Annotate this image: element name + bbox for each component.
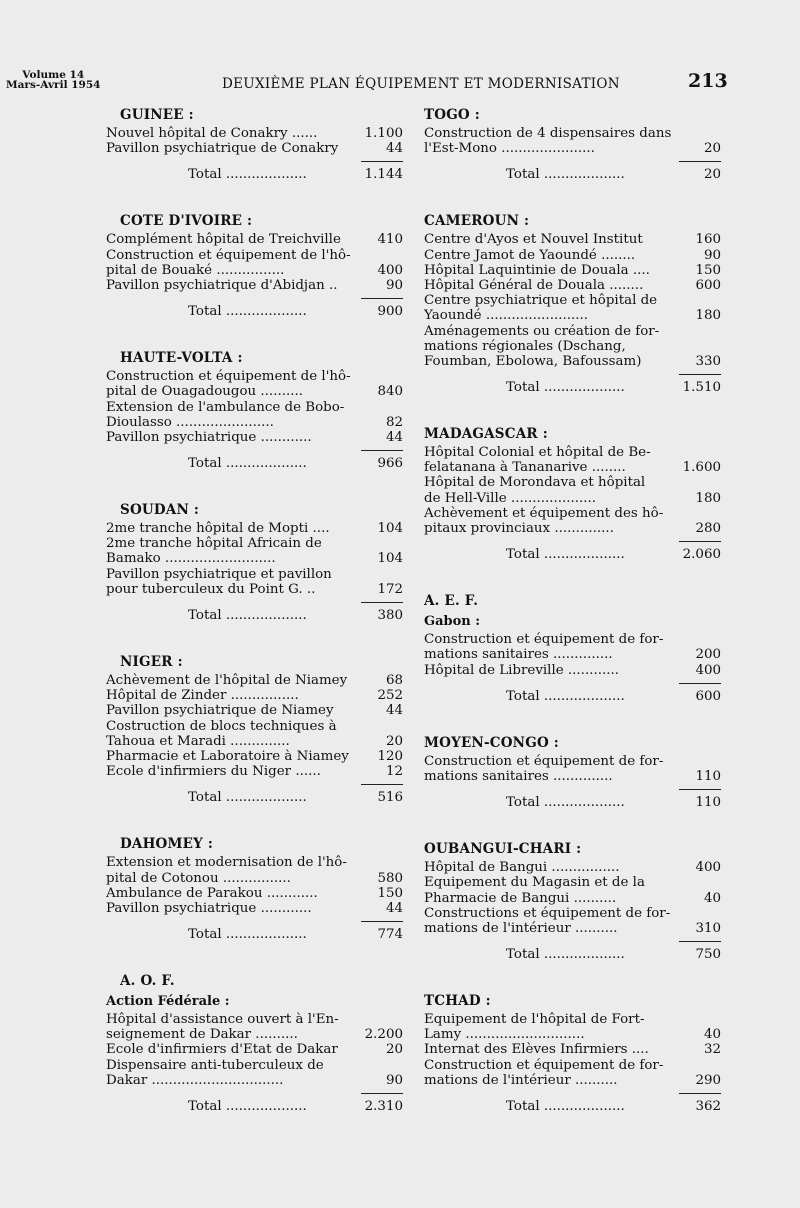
total-label: Total ...................	[506, 167, 625, 183]
total-row	[106, 449, 403, 471]
line-text: Centre psychiatrique et hôpital de	[424, 293, 658, 309]
line-text: Constructions et équipement de for-	[424, 905, 671, 921]
budget-line	[106, 263, 403, 278]
line-text: Complément hôpital de Treichville	[106, 232, 341, 248]
issue-date: Mars-Avril 1954	[6, 79, 101, 91]
line-amount	[679, 1012, 721, 1027]
line-text: Hôpital Général de Douala ........	[424, 277, 644, 293]
budget-line	[424, 460, 721, 475]
budget-line	[424, 141, 721, 156]
total-rule	[361, 1093, 403, 1094]
budget-line	[424, 921, 721, 936]
line-amount	[679, 906, 721, 921]
line-amount: 104	[377, 521, 403, 537]
total-row	[424, 682, 721, 704]
budget-line	[424, 293, 721, 308]
line-amount: 200	[695, 647, 721, 663]
line-text: Nouvel hôpital de Conakry ......	[106, 126, 318, 141]
line-amount	[679, 1058, 721, 1073]
section-subtitle: Gabon :	[424, 614, 481, 630]
line-amount: 32	[703, 1042, 721, 1058]
line-text: Ambulance de Parakou ............	[106, 885, 318, 901]
line-amount: 150	[695, 262, 721, 278]
budget-line	[106, 1012, 403, 1027]
line-amount: 150	[377, 885, 403, 901]
line-amount: 2.200	[364, 1027, 403, 1043]
total-row	[106, 783, 403, 805]
line-amount: 104	[377, 551, 403, 567]
line-amount: 82	[385, 414, 403, 430]
section-togo	[424, 104, 721, 182]
line-text: Achèvement et équipement des hô-	[424, 505, 664, 521]
total-label: Total ...................	[506, 380, 625, 396]
line-text: Achèvement de l'hôpital de Niamey	[106, 673, 348, 688]
line-amount	[361, 1058, 403, 1073]
line-text: mations sanitaires ..............	[424, 647, 613, 663]
line-text: mations de l'intérieur ..........	[424, 920, 618, 936]
budget-line	[424, 1042, 721, 1057]
line-text: l'Est-Mono ......................	[424, 141, 595, 157]
line-text: Ecole d'infirmiers d'Etat de Dakar	[106, 1042, 338, 1058]
total-amount: 20	[703, 167, 721, 183]
section-tchad	[424, 990, 721, 1114]
line-text: Pavillon psychiatrique ............	[106, 429, 312, 445]
page-number: 213	[688, 70, 728, 92]
line-text: Pavillon psychiatrique de Niamey	[106, 703, 334, 719]
budget-line	[106, 855, 403, 870]
budget-line	[424, 308, 721, 323]
total-amount: 1.510	[682, 380, 721, 396]
budget-line	[424, 232, 721, 247]
line-amount: 180	[695, 308, 721, 324]
line-amount: 20	[385, 733, 403, 749]
budget-line	[106, 248, 403, 263]
line-amount	[679, 506, 721, 521]
line-amount: 580	[377, 870, 403, 886]
budget-line	[424, 647, 721, 662]
budget-line	[106, 886, 403, 901]
line-text: mations régionales (Dschang,	[424, 338, 626, 354]
total-label: Total ...................	[188, 304, 307, 320]
section-title: GUINEE :	[120, 107, 194, 123]
budget-line	[106, 871, 403, 886]
line-amount: 180	[695, 490, 721, 506]
line-text: Hôpital de Libreville ............	[424, 662, 619, 678]
section-haute-volta	[106, 347, 403, 471]
total-row	[424, 940, 721, 962]
budget-line	[106, 400, 403, 415]
total-rule	[679, 1093, 721, 1094]
budget-line	[424, 860, 721, 875]
volume-number: Volume 14	[22, 69, 85, 81]
section-subtitle: Action Fédérale :	[106, 994, 230, 1010]
line-amount: 330	[695, 353, 721, 369]
total-label: Total ...................	[188, 790, 307, 806]
line-text: Hôpital de Morondava et hôpital	[424, 475, 646, 491]
line-text: Centre Jamot de Yaoundé ........	[424, 247, 636, 263]
section-niger	[106, 651, 403, 805]
budget-line	[424, 475, 721, 490]
budget-line	[106, 141, 403, 156]
line-amount	[679, 632, 721, 647]
budget-line	[424, 339, 721, 354]
budget-line	[106, 1058, 403, 1073]
budget-line	[424, 906, 721, 921]
line-text: de Hell-Ville ....................	[424, 490, 597, 506]
section-title: MADAGASCAR :	[424, 426, 548, 443]
total-amount: 750	[695, 947, 721, 963]
line-text: Pavillon psychiatrique de Conakry	[106, 141, 339, 157]
line-amount: 44	[385, 429, 403, 445]
running-title: DEUXIÈME PLAN ÉQUIPEMENT ET MODERNISATION	[222, 76, 620, 92]
line-amount	[679, 293, 721, 308]
budget-line	[106, 582, 403, 597]
line-amount: 1.600	[682, 460, 721, 476]
section-title: MOYEN-CONGO :	[424, 734, 559, 751]
line-amount: 90	[385, 277, 403, 293]
line-amount: 310	[695, 920, 721, 936]
budget-line	[424, 324, 721, 339]
total-label: Total ...................	[506, 688, 625, 704]
line-amount	[679, 445, 721, 460]
section-title: A. O. F.	[120, 973, 175, 990]
budget-line	[424, 663, 721, 678]
line-amount: 160	[695, 232, 721, 248]
line-text: Construction et équipement de l'hô-	[106, 369, 351, 385]
section-aef	[424, 590, 721, 704]
total-label: Total ...................	[188, 1099, 307, 1114]
budget-line	[106, 719, 403, 734]
budget-line	[424, 521, 721, 536]
budget-line	[106, 232, 403, 247]
line-amount	[679, 126, 721, 141]
total-rule	[361, 602, 403, 603]
total-amount: 774	[377, 927, 403, 943]
line-amount: 400	[695, 860, 721, 876]
budget-line	[106, 384, 403, 399]
section-cameroun	[424, 210, 721, 395]
total-amount: 600	[695, 688, 721, 704]
line-text: Bamako ..........................	[106, 551, 276, 567]
total-rule	[679, 941, 721, 942]
total-amount: 2.060	[682, 547, 721, 563]
budget-line	[106, 369, 403, 384]
section-title: HAUTE-VOLTA :	[120, 350, 243, 367]
budget-line	[106, 901, 403, 916]
total-label: Total ...................	[506, 547, 625, 563]
line-amount	[361, 1012, 403, 1027]
line-text: Centre d'Ayos et Nouvel Institut	[424, 232, 643, 248]
line-text: Hôpital de Bangui ................	[424, 860, 620, 876]
section-oubangui-chari	[424, 838, 721, 962]
line-amount: 410	[377, 232, 403, 248]
line-amount	[361, 855, 403, 870]
line-amount	[361, 248, 403, 263]
line-amount	[361, 400, 403, 415]
line-text: Hôpital d'assistance ouvert à l'En-	[106, 1012, 339, 1028]
line-amount: 1.100	[364, 126, 403, 141]
line-amount: 12	[385, 764, 403, 780]
line-text: Pavillon psychiatrique ............	[106, 900, 312, 916]
budget-line	[106, 688, 403, 703]
line-amount	[361, 536, 403, 551]
line-text: mations sanitaires ..............	[424, 768, 613, 784]
total-label: Total ...................	[506, 947, 625, 963]
volume-info	[6, 70, 100, 90]
line-text: Aménagements ou création de for-	[424, 323, 660, 339]
budget-line	[424, 1073, 721, 1088]
total-rule	[361, 784, 403, 785]
total-rule	[679, 374, 721, 375]
total-amount: 110	[695, 795, 721, 811]
total-row	[424, 1092, 721, 1114]
line-text: Lamy ............................	[424, 1027, 585, 1043]
line-text: Hôpital de Zinder ................	[106, 688, 299, 704]
total-rule	[361, 298, 403, 299]
budget-line	[106, 1027, 403, 1042]
budget-line	[424, 248, 721, 263]
section-title: OUBANGUI-CHARI :	[424, 841, 582, 858]
total-label: Total ...................	[188, 608, 307, 623]
budget-line	[106, 278, 403, 293]
line-text: Tahoua et Maradi ..............	[106, 733, 290, 749]
line-text: Hôpital Laquintinie de Douala ....	[424, 262, 650, 278]
budget-line	[424, 632, 721, 647]
budget-line	[106, 734, 403, 749]
line-amount: 290	[695, 1072, 721, 1088]
total-row	[106, 601, 403, 623]
line-text: Pavillon psychiatrique d'Abidjan ..	[106, 277, 338, 293]
line-text: mations de l'intérieur ..........	[424, 1072, 618, 1088]
line-text: Equipement de l'hôpital de Fort-	[424, 1012, 645, 1028]
total-row	[106, 920, 403, 942]
budget-line	[106, 673, 403, 688]
line-text: Construction et équipement de for-	[424, 632, 664, 648]
budget-line	[106, 551, 403, 566]
line-amount: 110	[695, 768, 721, 784]
left-column	[106, 104, 403, 1114]
line-text: Yaoundé ........................	[424, 308, 589, 324]
line-text: Pavillon psychiatrique et pavillon	[106, 566, 332, 582]
budget-line	[424, 769, 721, 784]
line-text: pital de Bouaké ................	[106, 262, 285, 278]
line-text: Ecole d'infirmiers du Niger ......	[106, 764, 321, 780]
right-column	[424, 104, 721, 1114]
line-text: Costruction de blocs techniques à	[106, 718, 337, 734]
budget-line	[424, 1027, 721, 1042]
line-text: felatanana à Tananarive ........	[424, 460, 626, 476]
line-amount: 44	[385, 141, 403, 157]
section-cote-divoire	[106, 210, 403, 319]
section-aof	[106, 970, 403, 1114]
line-text: Internat des Elèves Infirmiers ....	[424, 1042, 649, 1058]
total-row	[106, 297, 403, 319]
line-text: Foumban, Ebolowa, Bafoussam)	[424, 353, 642, 369]
total-amount: 1.144	[364, 167, 403, 183]
total-amount: 966	[377, 456, 403, 472]
budget-line	[424, 491, 721, 506]
section-title: DAHOMEY :	[120, 836, 214, 853]
budget-line	[424, 278, 721, 293]
budget-line	[106, 415, 403, 430]
line-amount	[679, 875, 721, 890]
total-rule	[361, 161, 403, 162]
budget-line	[106, 126, 403, 141]
line-text: Dakar ...............................	[106, 1072, 284, 1088]
line-text: Dispensaire anti-tuberculeux de	[106, 1057, 324, 1073]
total-rule	[679, 161, 721, 162]
line-amount: 90	[385, 1072, 403, 1088]
budget-line	[424, 1058, 721, 1073]
section-guinee	[106, 104, 403, 182]
line-text: Pharmacie de Bangui ..........	[424, 890, 617, 906]
section-title: TOGO :	[424, 107, 480, 123]
line-amount: 44	[385, 703, 403, 719]
section-title: CAMEROUN :	[424, 213, 530, 230]
section-title: COTE D'IVOIRE :	[120, 213, 253, 230]
budget-line	[106, 749, 403, 764]
line-amount: 172	[377, 581, 403, 597]
total-row	[424, 160, 721, 182]
budget-line	[424, 754, 721, 769]
line-text: pital de Cotonou ................	[106, 870, 291, 886]
line-text: Extension de l'ambulance de Bobo-	[106, 399, 345, 415]
total-label: Total ...................	[506, 795, 625, 811]
line-amount	[679, 324, 721, 339]
total-amount: 516	[377, 790, 403, 806]
total-rule	[679, 683, 721, 684]
line-amount: 600	[695, 277, 721, 293]
line-text: Extension et modernisation de l'hô-	[106, 855, 347, 871]
line-text: Dioulasso .......................	[106, 414, 274, 430]
line-text: Hôpital Colonial et hôpital de Be-	[424, 445, 651, 461]
section-madagascar	[424, 423, 721, 562]
section-moyen-congo	[424, 732, 721, 810]
section-soudan	[106, 499, 403, 623]
section-title: A. E. F.	[424, 593, 479, 610]
budget-line	[106, 764, 403, 779]
total-amount: 2.310	[364, 1099, 403, 1114]
line-text: Construction et équipement de for-	[424, 753, 664, 769]
total-row	[424, 373, 721, 395]
total-amount: 362	[695, 1099, 721, 1114]
line-amount: 90	[703, 247, 721, 263]
line-text: seignement de Dakar ..........	[106, 1027, 298, 1043]
total-row	[424, 788, 721, 810]
section-title: SOUDAN :	[120, 502, 200, 519]
budget-line	[424, 891, 721, 906]
section-dahomey	[106, 833, 403, 942]
line-amount: 252	[377, 688, 403, 704]
line-amount: 68	[385, 673, 403, 688]
line-amount: 40	[703, 1027, 721, 1043]
budget-line	[424, 263, 721, 278]
line-amount: 280	[695, 521, 721, 536]
line-text: pital de Ouagadougou ..........	[106, 384, 303, 400]
line-amount	[679, 475, 721, 490]
line-amount: 400	[377, 262, 403, 278]
budget-line	[106, 1042, 403, 1057]
budget-line	[106, 1073, 403, 1088]
line-amount: 400	[695, 662, 721, 678]
line-text: Construction de 4 dispensaires dans	[424, 126, 672, 141]
line-text: Pharmacie et Laboratoire à Niamey	[106, 748, 349, 764]
line-text: Construction et équipement de l'hô-	[106, 247, 351, 263]
section-title: NIGER :	[120, 654, 183, 670]
total-row	[106, 160, 403, 182]
line-amount	[679, 754, 721, 769]
total-label: Total ...................	[188, 927, 307, 943]
line-text: pour tuberculeux du Point G. ..	[106, 581, 316, 597]
budget-line	[424, 354, 721, 369]
line-amount: 840	[377, 384, 403, 400]
total-label: Total ...................	[188, 456, 307, 472]
budget-line	[106, 430, 403, 445]
budget-line	[424, 506, 721, 521]
line-text: Equipement du Magasin et de la	[424, 875, 645, 891]
line-amount: 20	[703, 141, 721, 157]
budget-line	[424, 445, 721, 460]
line-text: 2me tranche hôpital de Mopti ....	[106, 521, 330, 537]
budget-line	[106, 703, 403, 718]
total-label: Total ...................	[188, 167, 307, 183]
budget-line	[106, 567, 403, 582]
line-amount: 120	[377, 748, 403, 764]
line-text: 2me tranche hôpital Africain de	[106, 536, 322, 552]
line-text: Construction et équipement de for-	[424, 1057, 664, 1073]
budget-line	[424, 875, 721, 890]
total-amount: 380	[377, 608, 403, 623]
line-amount	[361, 369, 403, 384]
line-amount	[679, 339, 721, 354]
line-amount: 40	[703, 890, 721, 906]
total-label: Total ...................	[506, 1099, 625, 1114]
line-amount	[361, 719, 403, 734]
total-rule	[679, 789, 721, 790]
total-row	[106, 1092, 403, 1114]
budget-line	[106, 536, 403, 551]
total-rule	[361, 921, 403, 922]
budget-line	[106, 521, 403, 536]
line-amount	[361, 567, 403, 582]
total-amount: 900	[377, 304, 403, 320]
line-text: pitaux provinciaux ..............	[424, 521, 614, 536]
line-amount: 20	[385, 1042, 403, 1058]
section-title: TCHAD :	[424, 993, 491, 1010]
budget-line	[424, 1012, 721, 1027]
total-rule	[361, 450, 403, 451]
budget-line	[424, 126, 721, 141]
line-amount: 44	[385, 900, 403, 916]
total-row	[424, 540, 721, 562]
total-rule	[679, 541, 721, 542]
